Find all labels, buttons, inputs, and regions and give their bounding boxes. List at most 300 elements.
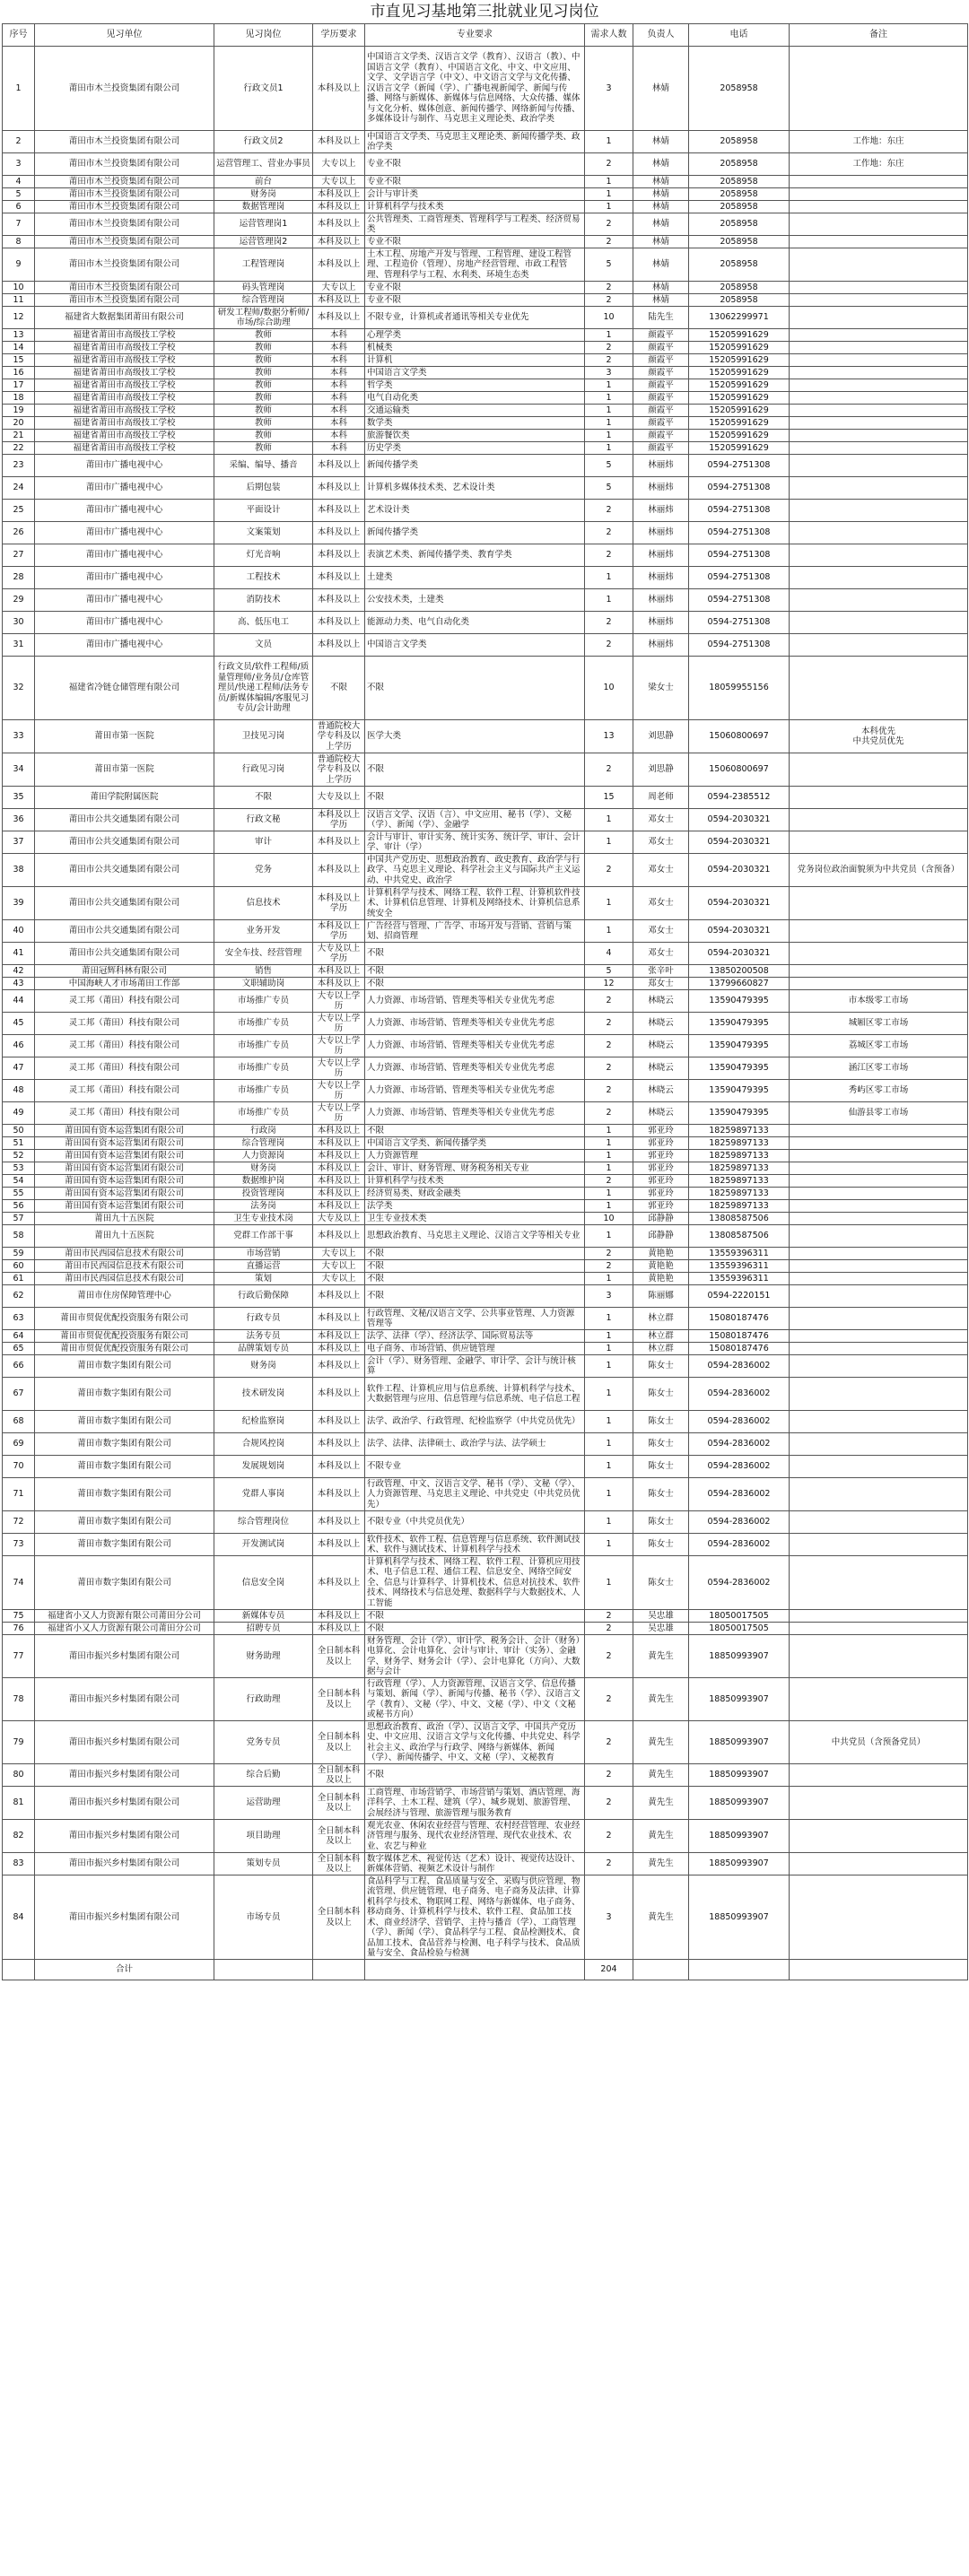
position-name: 市场推广专员 bbox=[214, 1035, 313, 1057]
position-name: 开发测试岗 bbox=[214, 1534, 313, 1556]
major-requirement: 专业不限 bbox=[365, 236, 585, 248]
total-empty-cell bbox=[214, 1960, 313, 1980]
position-name: 法务专员 bbox=[214, 1330, 313, 1343]
remarks bbox=[790, 1248, 968, 1260]
position-name: 市场营销 bbox=[214, 1248, 313, 1260]
position-name: 纪检监察岗 bbox=[214, 1411, 313, 1433]
row-number: 51 bbox=[3, 1137, 35, 1150]
position-name: 文案策划 bbox=[214, 522, 313, 544]
major-requirement: 专业不限 bbox=[365, 176, 585, 188]
row-number: 30 bbox=[3, 612, 35, 634]
row-number: 9 bbox=[3, 248, 35, 282]
row-number: 36 bbox=[3, 809, 35, 831]
contact-person: 林丽炜 bbox=[633, 522, 689, 544]
phone-number: 18259897133 bbox=[689, 1188, 790, 1200]
remarks bbox=[790, 787, 968, 809]
phone-number: 18850993907 bbox=[689, 1635, 790, 1678]
education-requirement: 本科及以上 bbox=[313, 1188, 365, 1200]
employer-name: 莆田市数字集团有限公司 bbox=[35, 1433, 214, 1456]
employer-name: 灵工邦（莆田）科技有限公司 bbox=[35, 1102, 214, 1125]
position-name: 安全车技、经营管理 bbox=[214, 943, 313, 965]
contact-person: 颜霞平 bbox=[633, 342, 689, 354]
contact-person: 颜霞平 bbox=[633, 379, 689, 392]
remarks bbox=[790, 657, 968, 720]
remarks bbox=[790, 1175, 968, 1188]
employer-name: 莆田市木兰投资集团有限公司 bbox=[35, 282, 214, 294]
row-number: 58 bbox=[3, 1225, 35, 1248]
position-name: 信息安全岗 bbox=[214, 1556, 313, 1610]
education-requirement: 本科及以上 bbox=[313, 1433, 365, 1456]
education-requirement: 本科及以上 bbox=[313, 1285, 365, 1308]
major-requirement: 中国语言文学类、马克思主义理论类、新闻传播学类、政治学类 bbox=[365, 131, 585, 153]
table-row bbox=[3, 131, 968, 153]
major-requirement: 思想政治教育、政治（学）、汉语言文学、中国共产党历史、中文应用、汉语言文学与文化传播、中共党史、科学社会主义、政治学与行政学、网络与新媒体、新闻（学）、新闻传播学、中文、文秘（学）、文秘教育 bbox=[365, 1721, 585, 1764]
position-name: 教师 bbox=[214, 379, 313, 392]
education-requirement: 本科及以上 bbox=[313, 1355, 365, 1378]
remarks: 市本级零工市场 bbox=[790, 990, 968, 1013]
employer-name: 莆田市第一医院 bbox=[35, 720, 214, 753]
remarks: 工作地：东庄 bbox=[790, 131, 968, 153]
education-requirement: 本科 bbox=[313, 342, 365, 354]
employer-name: 莆田市贸促优配投资服务有限公司 bbox=[35, 1308, 214, 1330]
education-requirement: 本科及以上 bbox=[313, 1556, 365, 1610]
table-row bbox=[3, 787, 968, 809]
table-row bbox=[3, 1411, 968, 1433]
position-name: 市场推广专员 bbox=[214, 1102, 313, 1125]
row-number: 77 bbox=[3, 1635, 35, 1678]
header-cell: 负责人 bbox=[633, 24, 689, 47]
position-name: 党群工作部干事 bbox=[214, 1225, 313, 1248]
position-name: 新媒体专员 bbox=[214, 1610, 313, 1623]
table-row bbox=[3, 831, 968, 854]
contact-person: 陈女士 bbox=[633, 1456, 689, 1478]
employer-name: 莆田市公共交通集团有限公司 bbox=[35, 854, 214, 887]
row-number: 84 bbox=[3, 1875, 35, 1960]
table-row bbox=[3, 1285, 968, 1308]
contact-person: 林婧 bbox=[633, 248, 689, 282]
row-number: 8 bbox=[3, 236, 35, 248]
phone-number: 2058958 bbox=[689, 248, 790, 282]
phone-number: 0594-2836002 bbox=[689, 1456, 790, 1478]
major-requirement: 不限 bbox=[365, 1260, 585, 1273]
headcount: 2 bbox=[585, 522, 633, 544]
contact-person: 颜霞平 bbox=[633, 329, 689, 342]
position-name: 卫技见习岗 bbox=[214, 720, 313, 753]
position-name: 财务助理 bbox=[214, 1635, 313, 1678]
row-number: 44 bbox=[3, 990, 35, 1013]
row-number: 81 bbox=[3, 1787, 35, 1820]
education-requirement: 本科及以上 bbox=[313, 1610, 365, 1623]
headcount: 2 bbox=[585, 1057, 633, 1080]
employer-name: 中国海峡人才市场莆田工作部 bbox=[35, 978, 214, 990]
row-number: 32 bbox=[3, 657, 35, 720]
row-number: 65 bbox=[3, 1343, 35, 1355]
remarks: 仙游县零工市场 bbox=[790, 1102, 968, 1125]
major-requirement: 财务管理、会计（学）、审计学、税务会计、会计（财务）电算化、会计电算化、会计与审计、审计（实务）、金融学、财务学、财务会计（学）、会计电算化（方向）、大数据与会计 bbox=[365, 1635, 585, 1678]
remarks bbox=[790, 477, 968, 500]
headcount: 1 bbox=[585, 405, 633, 417]
education-requirement: 本科及以上 bbox=[313, 1162, 365, 1175]
table-row bbox=[3, 1225, 968, 1248]
employer-name: 莆田市数字集团有限公司 bbox=[35, 1556, 214, 1610]
phone-number: 13559396311 bbox=[689, 1273, 790, 1285]
phone-number: 15205991629 bbox=[689, 392, 790, 405]
row-number: 78 bbox=[3, 1678, 35, 1721]
table-row bbox=[3, 1137, 968, 1150]
headcount: 1 bbox=[585, 589, 633, 612]
remarks bbox=[790, 367, 968, 379]
education-requirement: 本科 bbox=[313, 379, 365, 392]
contact-person: 郭亚玲 bbox=[633, 1200, 689, 1213]
row-number: 27 bbox=[3, 544, 35, 567]
table-row bbox=[3, 544, 968, 567]
employer-name: 莆田市广播电视中心 bbox=[35, 500, 214, 522]
phone-number: 0594-2836002 bbox=[689, 1355, 790, 1378]
remarks: 中共党员（含预备党员） bbox=[790, 1721, 968, 1764]
education-requirement: 大专以上学历 bbox=[313, 1013, 365, 1035]
education-requirement: 大专以上学历 bbox=[313, 1102, 365, 1125]
contact-person: 邓女士 bbox=[633, 887, 689, 920]
total-empty-cell bbox=[3, 1960, 35, 1980]
education-requirement: 大专以上学历 bbox=[313, 990, 365, 1013]
remarks bbox=[790, 354, 968, 367]
major-requirement: 会计与审计类 bbox=[365, 188, 585, 201]
table-row bbox=[3, 213, 968, 236]
headcount: 1 bbox=[585, 131, 633, 153]
contact-person: 颜霞平 bbox=[633, 392, 689, 405]
row-number: 6 bbox=[3, 201, 35, 213]
employer-name: 莆田九十五医院 bbox=[35, 1213, 214, 1225]
major-requirement: 旅游餐饮类 bbox=[365, 430, 585, 442]
major-requirement: 哲学类 bbox=[365, 379, 585, 392]
employer-name: 莆田市民西园信息技术有限公司 bbox=[35, 1260, 214, 1273]
row-number: 69 bbox=[3, 1433, 35, 1456]
table-row bbox=[3, 329, 968, 342]
employer-name: 福建省莆田市高级技工学校 bbox=[35, 392, 214, 405]
remarks bbox=[790, 329, 968, 342]
major-requirement: 行政管理（学）、人力资源管理、汉语言文学、信息传播与策划、新闻（学）、新闻与传播、秘书（学）、汉语言文学（教育）、文秘（学）、中文、文秘（学）、中文（文秘或秘书方向） bbox=[365, 1678, 585, 1721]
phone-number: 2058958 bbox=[689, 131, 790, 153]
table-row bbox=[3, 1102, 968, 1125]
phone-number: 0594-2836002 bbox=[689, 1411, 790, 1433]
employer-name: 莆田国有资本运营集团有限公司 bbox=[35, 1125, 214, 1137]
headcount: 2 bbox=[585, 1853, 633, 1875]
position-name: 人力资源岗 bbox=[214, 1150, 313, 1162]
row-number: 63 bbox=[3, 1308, 35, 1330]
row-number: 67 bbox=[3, 1378, 35, 1411]
row-number: 26 bbox=[3, 522, 35, 544]
row-number: 29 bbox=[3, 589, 35, 612]
employer-name: 莆田市广播电视中心 bbox=[35, 455, 214, 477]
phone-number: 15205991629 bbox=[689, 430, 790, 442]
headcount: 3 bbox=[585, 1285, 633, 1308]
row-number: 3 bbox=[3, 153, 35, 176]
table-row bbox=[3, 1330, 968, 1343]
contact-person: 林立群 bbox=[633, 1308, 689, 1330]
contact-person: 郭亚玲 bbox=[633, 1188, 689, 1200]
employer-name: 莆田国有资本运营集团有限公司 bbox=[35, 1188, 214, 1200]
contact-person: 林晓云 bbox=[633, 1035, 689, 1057]
headcount: 1 bbox=[585, 809, 633, 831]
contact-person: 陈女士 bbox=[633, 1478, 689, 1511]
position-name: 策划专员 bbox=[214, 1853, 313, 1875]
contact-person: 黄先生 bbox=[633, 1787, 689, 1820]
employer-name: 灵工邦（莆田）科技有限公司 bbox=[35, 1080, 214, 1102]
row-number: 15 bbox=[3, 354, 35, 367]
position-name: 文员 bbox=[214, 634, 313, 657]
employer-name: 莆田市木兰投资集团有限公司 bbox=[35, 47, 214, 131]
table-row bbox=[3, 430, 968, 442]
table-row bbox=[3, 282, 968, 294]
position-name: 审计 bbox=[214, 831, 313, 854]
row-number: 79 bbox=[3, 1721, 35, 1764]
headcount: 2 bbox=[585, 634, 633, 657]
education-requirement: 普通院校大学专科及以上学历 bbox=[313, 720, 365, 753]
major-requirement: 新闻传播学类 bbox=[365, 522, 585, 544]
major-requirement: 不限 bbox=[365, 1623, 585, 1635]
position-name: 行政文秘 bbox=[214, 809, 313, 831]
table-row bbox=[3, 1853, 968, 1875]
headcount: 1 bbox=[585, 1411, 633, 1433]
headcount: 1 bbox=[585, 188, 633, 201]
major-requirement: 不限 bbox=[365, 943, 585, 965]
headcount: 1 bbox=[585, 1162, 633, 1175]
contact-person: 林丽炜 bbox=[633, 500, 689, 522]
education-requirement: 本科及以上 bbox=[313, 1137, 365, 1150]
employer-name: 莆田国有资本运营集团有限公司 bbox=[35, 1175, 214, 1188]
header-cell: 电话 bbox=[689, 24, 790, 47]
row-number: 76 bbox=[3, 1623, 35, 1635]
headcount: 2 bbox=[585, 342, 633, 354]
education-requirement: 大专以上 bbox=[313, 1273, 365, 1285]
header-cell: 需求人数 bbox=[585, 24, 633, 47]
major-requirement: 会计与审计、审计实务、统计实务、统计学、审计、会计学、审计（学） bbox=[365, 831, 585, 854]
remarks bbox=[790, 522, 968, 544]
employer-name: 莆田市广播电视中心 bbox=[35, 544, 214, 567]
headcount: 1 bbox=[585, 329, 633, 342]
phone-number: 13799660827 bbox=[689, 978, 790, 990]
headcount: 1 bbox=[585, 176, 633, 188]
education-requirement: 本科及以上 bbox=[313, 634, 365, 657]
table-row bbox=[3, 1248, 968, 1260]
position-name: 高、低压电工 bbox=[214, 612, 313, 634]
major-requirement: 土木工程、房地产开发与管理、工程管理、建设工程管理、工程造价（管理）、房地产经营管理、市政工程管理、管理科学与工程、水利类、环境生态类 bbox=[365, 248, 585, 282]
row-number: 10 bbox=[3, 282, 35, 294]
remarks bbox=[790, 1534, 968, 1556]
headcount: 5 bbox=[585, 477, 633, 500]
contact-person: 陈丽娜 bbox=[633, 1285, 689, 1308]
phone-number: 18050017505 bbox=[689, 1610, 790, 1623]
remarks bbox=[790, 809, 968, 831]
education-requirement: 本科 bbox=[313, 430, 365, 442]
row-number: 20 bbox=[3, 417, 35, 430]
employer-name: 莆田市公共交通集团有限公司 bbox=[35, 809, 214, 831]
headcount: 5 bbox=[585, 455, 633, 477]
phone-number: 0594-2751308 bbox=[689, 589, 790, 612]
employer-name: 莆田市公共交通集团有限公司 bbox=[35, 887, 214, 920]
header-cell: 备注 bbox=[790, 24, 968, 47]
employer-name: 莆田市第一医院 bbox=[35, 753, 214, 787]
employer-name: 莆田市木兰投资集团有限公司 bbox=[35, 153, 214, 176]
headcount: 1 bbox=[585, 430, 633, 442]
employer-name: 莆田市贸促优配投资服务有限公司 bbox=[35, 1343, 214, 1355]
position-name: 行政文员1 bbox=[214, 47, 313, 131]
education-requirement: 本科及以上 bbox=[313, 1308, 365, 1330]
position-name: 市场推广专员 bbox=[214, 990, 313, 1013]
phone-number: 18850993907 bbox=[689, 1764, 790, 1787]
headcount: 2 bbox=[585, 1080, 633, 1102]
total-label: 合计 bbox=[35, 1960, 214, 1980]
major-requirement: 人力资源管理 bbox=[365, 1150, 585, 1162]
table-row bbox=[3, 500, 968, 522]
major-requirement: 交通运输类 bbox=[365, 405, 585, 417]
table-row bbox=[3, 342, 968, 354]
phone-number: 2058958 bbox=[689, 282, 790, 294]
table-body bbox=[3, 47, 968, 1960]
positions-table bbox=[2, 23, 968, 1980]
education-requirement: 本科及以上 bbox=[313, 1378, 365, 1411]
table-row bbox=[3, 1213, 968, 1225]
table-row bbox=[3, 1764, 968, 1787]
major-requirement: 软件工程、计算机应用与信息系统、计算机科学与技术、大数据管理与应用、信息管理与信息系统、电子信息工程 bbox=[365, 1378, 585, 1411]
phone-number: 0594-2030321 bbox=[689, 887, 790, 920]
remarks: 本科优先 中共党员优先 bbox=[790, 720, 968, 753]
contact-person: 邱静静 bbox=[633, 1225, 689, 1248]
education-requirement: 本科及以上 bbox=[313, 188, 365, 201]
education-requirement: 本科及以上 bbox=[313, 131, 365, 153]
remarks bbox=[790, 920, 968, 943]
employer-name: 福建省莆田市高级技工学校 bbox=[35, 405, 214, 417]
headcount: 2 bbox=[585, 544, 633, 567]
position-name: 市场推广专员 bbox=[214, 1013, 313, 1035]
table-row bbox=[3, 1013, 968, 1035]
contact-person: 颜霞平 bbox=[633, 367, 689, 379]
table-row bbox=[3, 1635, 968, 1678]
row-number: 73 bbox=[3, 1534, 35, 1556]
major-requirement: 人力资源、市场营销、管理类等相关专业优先考虑 bbox=[365, 1102, 585, 1125]
employer-name: 莆田市木兰投资集团有限公司 bbox=[35, 236, 214, 248]
contact-person: 邱静静 bbox=[633, 1213, 689, 1225]
major-requirement: 不限 bbox=[365, 787, 585, 809]
headcount: 1 bbox=[585, 887, 633, 920]
education-requirement: 大专以上 bbox=[313, 282, 365, 294]
row-number: 43 bbox=[3, 978, 35, 990]
employer-name: 莆田市木兰投资集团有限公司 bbox=[35, 248, 214, 282]
education-requirement: 本科及以上 bbox=[313, 1534, 365, 1556]
phone-number: 18850993907 bbox=[689, 1820, 790, 1853]
major-requirement: 中国语言文学类 bbox=[365, 367, 585, 379]
phone-number: 18850993907 bbox=[689, 1875, 790, 1960]
remarks bbox=[790, 294, 968, 307]
table-row bbox=[3, 567, 968, 589]
remarks bbox=[790, 1213, 968, 1225]
remarks bbox=[790, 1150, 968, 1162]
phone-number: 0594-2836002 bbox=[689, 1534, 790, 1556]
education-requirement: 大专以上 bbox=[313, 1260, 365, 1273]
table-row bbox=[3, 354, 968, 367]
employer-name: 莆田市木兰投资集团有限公司 bbox=[35, 213, 214, 236]
position-name: 业务开发 bbox=[214, 920, 313, 943]
headcount: 1 bbox=[585, 417, 633, 430]
position-name: 合规风控岗 bbox=[214, 1433, 313, 1456]
position-name: 教师 bbox=[214, 354, 313, 367]
position-name: 综合管理岗 bbox=[214, 1137, 313, 1150]
remarks bbox=[790, 1260, 968, 1273]
employer-name: 莆田市住房保障管理中心 bbox=[35, 1285, 214, 1308]
education-requirement: 大专及以上 bbox=[313, 787, 365, 809]
major-requirement: 法学、法律（学）、经济法学、国际贸易法等 bbox=[365, 1330, 585, 1343]
education-requirement: 本科及以上 bbox=[313, 1125, 365, 1137]
row-number: 55 bbox=[3, 1188, 35, 1200]
major-requirement: 新闻传播学类 bbox=[365, 455, 585, 477]
education-requirement: 本科及以上 bbox=[313, 294, 365, 307]
row-number: 47 bbox=[3, 1057, 35, 1080]
position-name: 党群人事岗 bbox=[214, 1478, 313, 1511]
employer-name: 莆田学院附属医院 bbox=[35, 787, 214, 809]
major-requirement: 经济贸易类、财政金融类 bbox=[365, 1188, 585, 1200]
contact-person: 颜霞平 bbox=[633, 354, 689, 367]
position-name: 项目助理 bbox=[214, 1820, 313, 1853]
phone-number: 2058958 bbox=[689, 47, 790, 131]
position-name: 不限 bbox=[214, 787, 313, 809]
headcount: 4 bbox=[585, 943, 633, 965]
table-row bbox=[3, 753, 968, 787]
table-row bbox=[3, 379, 968, 392]
headcount: 2 bbox=[585, 294, 633, 307]
table-row bbox=[3, 442, 968, 455]
remarks bbox=[790, 1137, 968, 1150]
headcount: 2 bbox=[585, 990, 633, 1013]
contact-person: 陈女士 bbox=[633, 1355, 689, 1378]
contact-person: 林晓云 bbox=[633, 1080, 689, 1102]
headcount: 2 bbox=[585, 1721, 633, 1764]
total-empty-cell bbox=[365, 1960, 585, 1980]
remarks bbox=[790, 342, 968, 354]
contact-person: 黄先生 bbox=[633, 1820, 689, 1853]
row-number: 71 bbox=[3, 1478, 35, 1511]
contact-person: 黄先生 bbox=[633, 1721, 689, 1764]
row-number: 37 bbox=[3, 831, 35, 854]
row-number: 13 bbox=[3, 329, 35, 342]
headcount: 2 bbox=[585, 1175, 633, 1188]
education-requirement: 大专及以上 bbox=[313, 1213, 365, 1225]
headcount: 1 bbox=[585, 1273, 633, 1285]
major-requirement: 会计、审计、财务管理、财务税务相关专业 bbox=[365, 1162, 585, 1175]
headcount: 1 bbox=[585, 1378, 633, 1411]
table-row bbox=[3, 978, 968, 990]
position-name: 行政后勤保障 bbox=[214, 1285, 313, 1308]
table-row bbox=[3, 522, 968, 544]
headcount: 2 bbox=[585, 1635, 633, 1678]
major-requirement: 专业不限 bbox=[365, 294, 585, 307]
remarks bbox=[790, 1678, 968, 1721]
row-number: 28 bbox=[3, 567, 35, 589]
position-name: 运营管理岗1 bbox=[214, 213, 313, 236]
major-requirement: 中国共产党历史、思想政治教育、政史教育、政治学与行政学、马克思主义理论、科学社会主义与国际共产主义运动、中共党史、政治学 bbox=[365, 854, 585, 887]
row-number: 34 bbox=[3, 753, 35, 787]
employer-name: 莆田国有资本运营集团有限公司 bbox=[35, 1200, 214, 1213]
major-requirement: 人力资源、市场营销、管理类等相关专业优先考虑 bbox=[365, 1080, 585, 1102]
table-row bbox=[3, 1260, 968, 1273]
major-requirement: 电子商务、市场营销、供应链管理 bbox=[365, 1343, 585, 1355]
contact-person: 邓女士 bbox=[633, 920, 689, 943]
major-requirement: 专业不限 bbox=[365, 153, 585, 176]
table-row bbox=[3, 920, 968, 943]
position-name: 综合管理岗位 bbox=[214, 1511, 313, 1534]
remarks bbox=[790, 1623, 968, 1635]
remarks bbox=[790, 1162, 968, 1175]
contact-person: 陈女士 bbox=[633, 1534, 689, 1556]
